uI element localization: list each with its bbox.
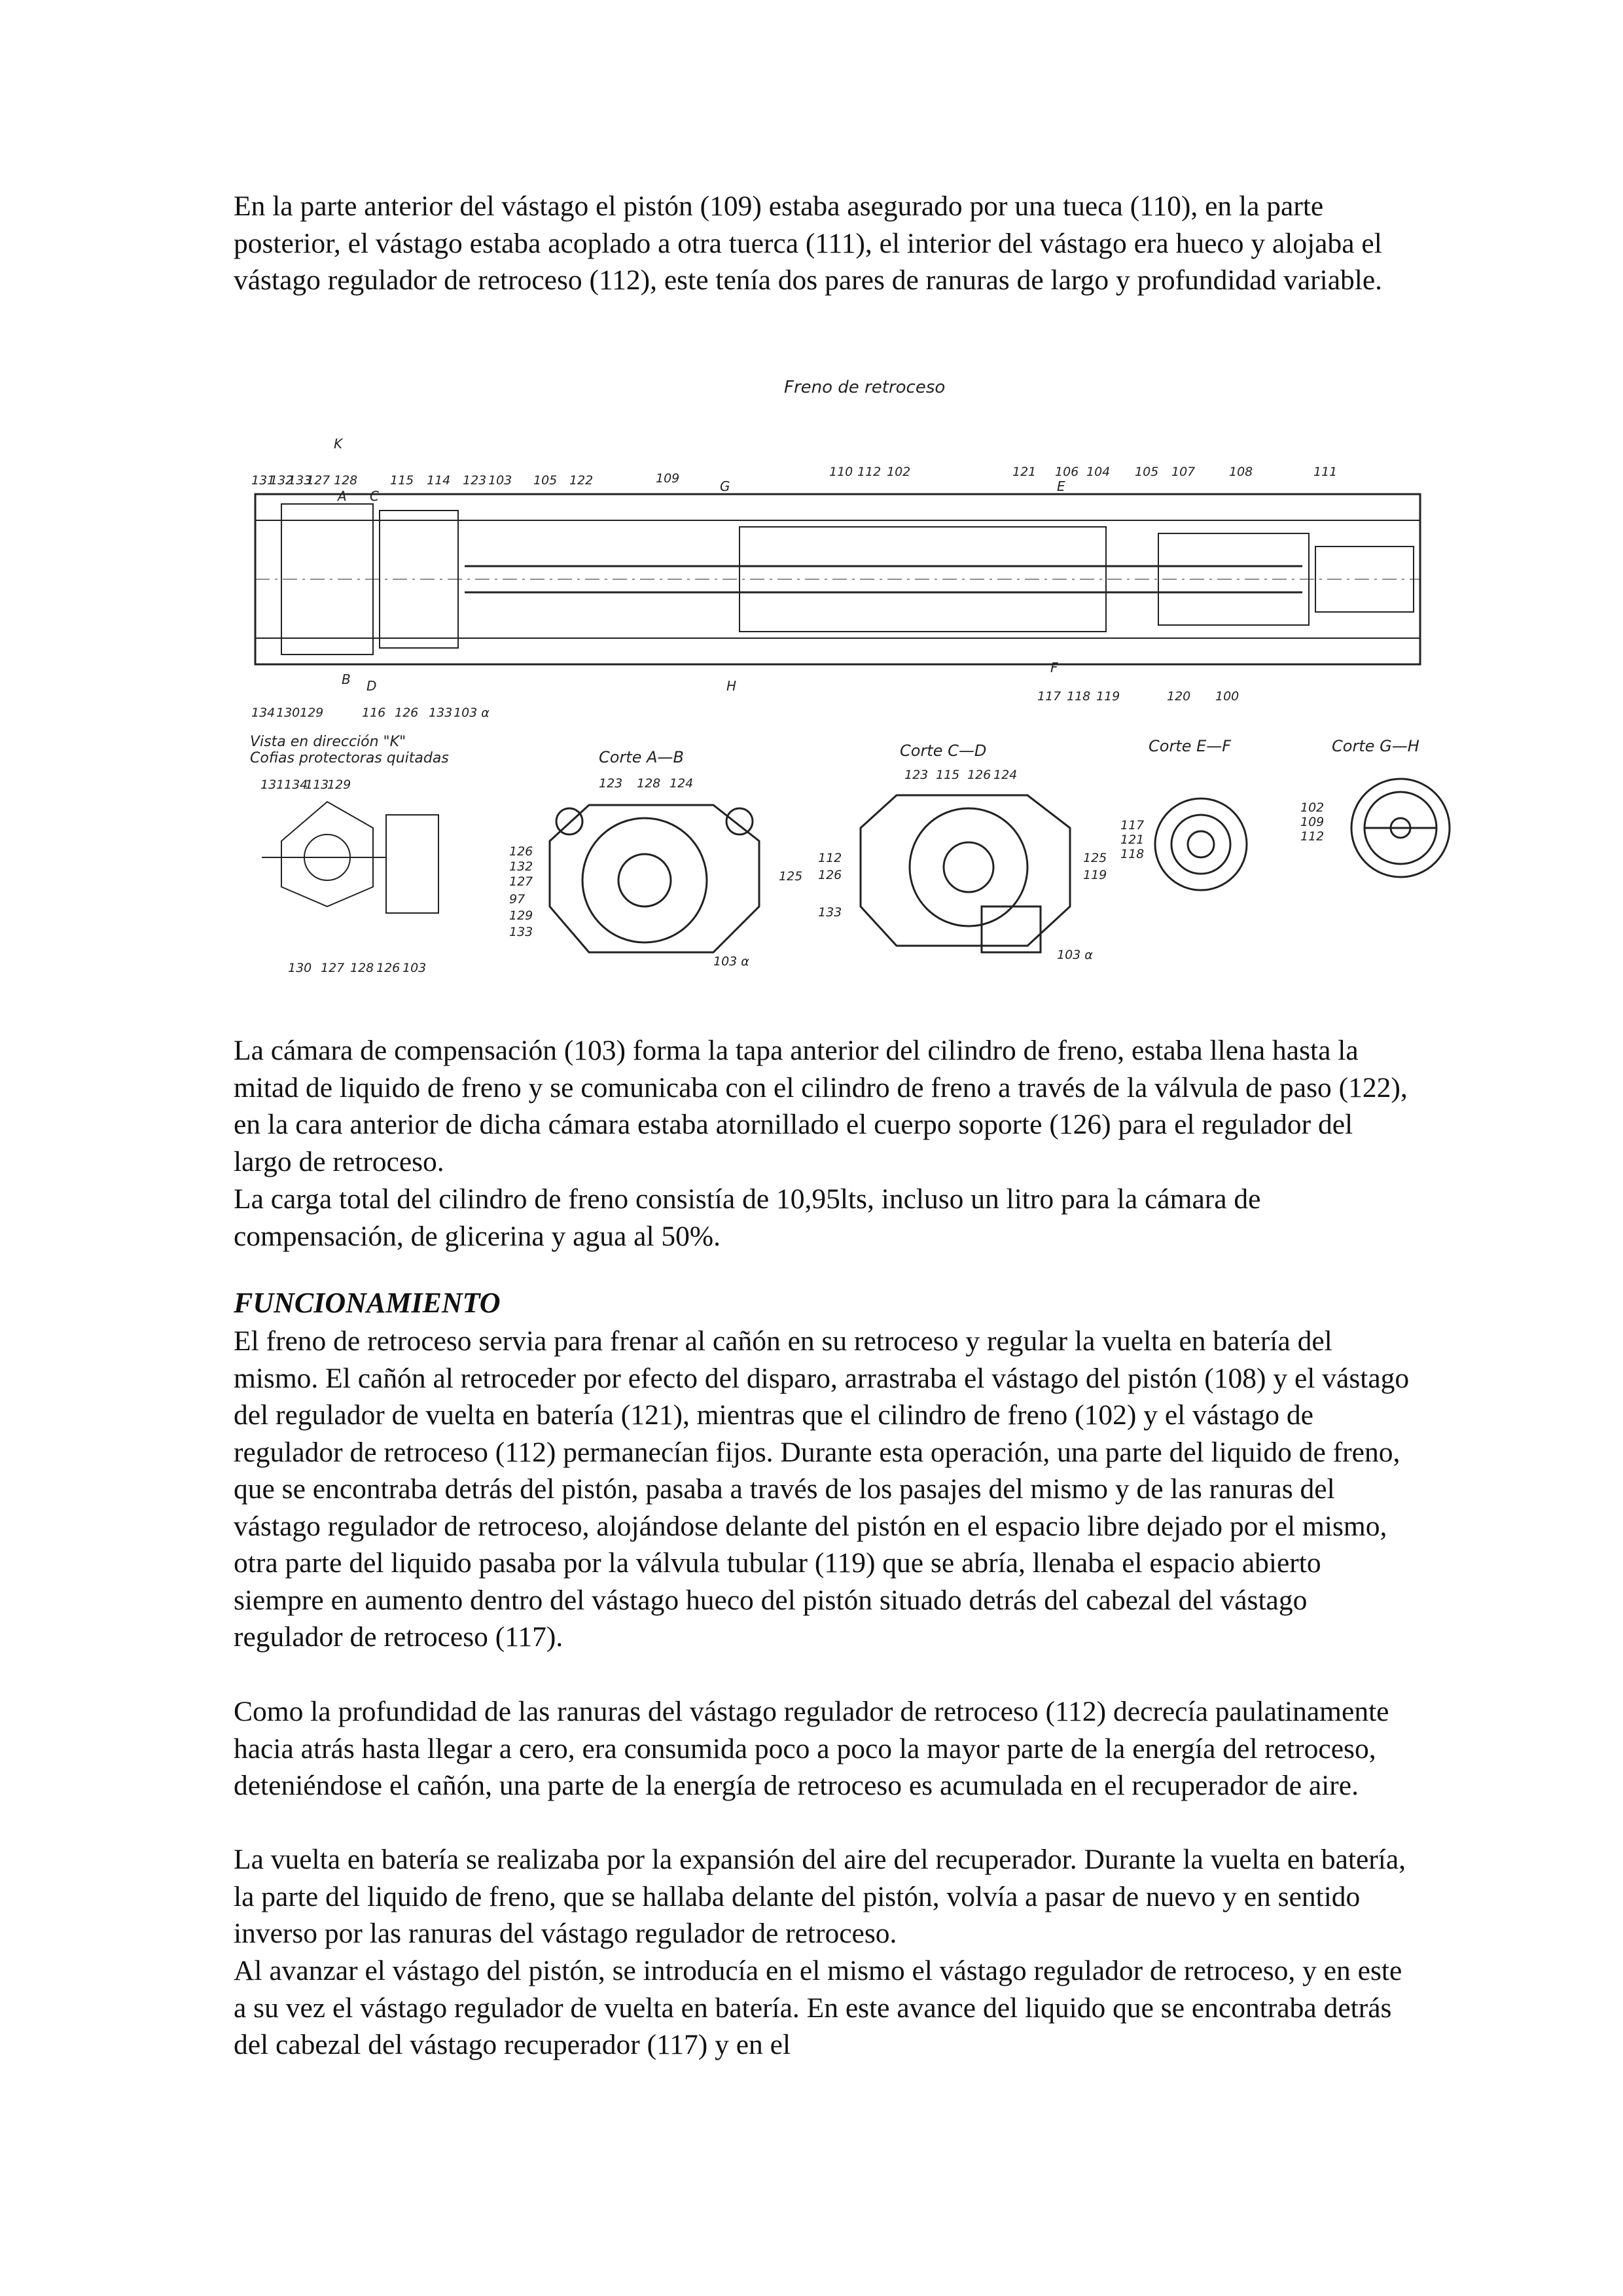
- callout: 115: [936, 768, 960, 782]
- callout: 123: [599, 776, 623, 791]
- section-ab: [509, 748, 802, 969]
- callout: 103 α: [713, 954, 749, 969]
- callout: 97: [509, 892, 526, 906]
- callout: 133: [429, 706, 453, 720]
- callout: 105: [1135, 465, 1159, 479]
- letter-b: B: [342, 672, 351, 687]
- callout: 132: [270, 473, 294, 488]
- callout: 133: [288, 473, 312, 488]
- callout: 109: [656, 471, 680, 486]
- callout: 110: [829, 465, 853, 479]
- callout: 129: [300, 706, 324, 720]
- callout: 123: [463, 473, 487, 488]
- section-cd-title: Corte C—D: [900, 742, 987, 760]
- callout: 131: [260, 778, 285, 792]
- callout: 120: [1167, 689, 1191, 704]
- callout: 127: [306, 473, 330, 488]
- callout: 129: [509, 908, 533, 923]
- callout: 111: [1313, 465, 1338, 479]
- callout: 128: [637, 776, 661, 791]
- figure-title: Freno de retroceso: [784, 378, 946, 397]
- callout: 103 α: [1057, 948, 1093, 962]
- paragraph-intro: En la parte anterior del vástago el pistón (109) estaba asegurado por una tueca (110), en la parte posterior, el vástago estaba acoplado a otra tuerca (111), el interior del vástago era hueco y alojaba el vástago regulador de retroceso (112), este tenía dos pares de ranuras de largo y profundidad variable.: [234, 190, 1383, 296]
- callout: 109: [1300, 815, 1325, 829]
- view-k: [250, 734, 449, 975]
- callout: 107: [1171, 465, 1196, 479]
- callout: 132: [509, 859, 533, 874]
- section-heading: FUNCIONAMIENTO: [234, 1287, 501, 1319]
- callout: 103: [402, 961, 427, 975]
- letter-e: E: [1057, 478, 1065, 494]
- callout: 126: [967, 768, 991, 782]
- callout: 117: [1120, 818, 1145, 833]
- callout: 100: [1215, 689, 1240, 704]
- cylinder-section: [255, 494, 1420, 664]
- letter-d: D: [366, 678, 377, 694]
- callout: 123: [904, 768, 929, 782]
- callout: 118: [1120, 847, 1145, 861]
- callout: 118: [1067, 689, 1091, 704]
- callout: 117: [1037, 689, 1061, 704]
- callout: 115: [390, 473, 414, 488]
- section-ab-title: Corte A—B: [599, 748, 684, 766]
- paragraph-total-charge: La carga total del cilindro de freno consistía de 10,95lts, incluso un litro para la cámara de compensación, de glicerina y agua al 50%.: [234, 1183, 1261, 1252]
- section-ef-title: Corte E—F: [1149, 737, 1232, 755]
- callout: 128: [350, 961, 374, 975]
- callout: 125: [1083, 851, 1107, 865]
- callout: 116: [362, 706, 386, 720]
- callout: 104: [1086, 465, 1111, 479]
- callout: 133: [818, 905, 842, 920]
- paragraph-return: La vuelta en batería se realizaba por la expansión del aire del recuperador. Durante la vuelta en batería, la parte del liquido de freno, que se hallaba delante del pistón, volvía a pasar de nuevo y en sentido inverso por las ranuras del vástago regulador de retroceso.: [234, 1844, 1406, 1949]
- callout: 128: [334, 473, 358, 488]
- letter-k: K: [334, 436, 343, 452]
- callout: 124: [669, 776, 694, 791]
- callout: 134: [284, 778, 308, 792]
- callout: 112: [857, 465, 882, 479]
- callout: 102: [1300, 800, 1325, 815]
- callout: 106: [1055, 465, 1079, 479]
- letter-a: A: [338, 488, 347, 504]
- callout: 125: [779, 869, 803, 884]
- view-caption-1: Vista en dirección "K": [250, 734, 406, 750]
- callout: 103: [488, 473, 512, 488]
- callout: 131: [251, 473, 276, 488]
- section-cd: [818, 742, 1107, 962]
- callout: 126: [376, 961, 401, 975]
- bottom-callouts: [251, 689, 1239, 720]
- callout: 102: [887, 465, 911, 479]
- callout: 103 α: [454, 706, 490, 720]
- callout: 112: [818, 851, 842, 865]
- callout: 119: [1083, 868, 1107, 882]
- callout: 105: [533, 473, 558, 488]
- paragraph-compensation-chamber: La cámara de compensación (103) forma la tapa anterior del cilindro de freno, estaba llena hasta la mitad de liquido de freno y se comunicaba con el cilindro de freno a través de la válvula de paso (122), en la cara anterior de dicha cámara estaba atornillado el cuerpo soporte (126) para el regulador del largo de retroceso.: [234, 1035, 1408, 1177]
- paragraph-function: El freno de retroceso servia para frenar al cañón en su retroceso y regular la vuelta en batería del mismo. El cañón al retroceder por efecto del disparo, arrastraba el vástago del pistón (108) y el vástago del regulador de vuelta en batería (121), mientras que el cilindro de freno (102) y el vástago de regulador de retroceso (112) permanecían fijos. Durante esta operación, una parte del liquido de freno, que se encontraba detrás del pistón, pasaba a través de los pasajes del mismo y de las ranuras del vástago regulador de retroceso, alojándose delante del pistón en el espacio libre dejado por el mismo, otra parte del liquido pasaba por la válvula tubular (119) que se abría, llenaba el espacio abierto siempre en aumento dentro del vástago hueco del pistón situado detrás del cabezal del vástago regulador de retroceso (117).: [234, 1325, 1410, 1653]
- callout: 121: [1012, 465, 1037, 479]
- letter-h: H: [726, 678, 737, 694]
- section-gh: [1300, 737, 1450, 877]
- callout: 119: [1096, 689, 1120, 704]
- callout: 126: [509, 844, 533, 859]
- top-callouts: [251, 465, 1337, 488]
- letter-g: G: [720, 478, 730, 494]
- callout: 121: [1120, 833, 1145, 847]
- paragraph-grooves: Como la profundidad de las ranuras del vástago regulador de retroceso (112) decrecía paulatinamente hacia atrás hasta llegar a cero, era consumida poco a poco la mayor parte de la energía del retroceso, deteniéndose el cañón, una parte de la energía de retroceso es acumulada en el recuperador de aire.: [234, 1696, 1389, 1801]
- callout: 130: [276, 706, 300, 720]
- section-ef: [1120, 737, 1247, 890]
- callout: 122: [569, 473, 594, 488]
- callout: 130: [288, 961, 312, 975]
- callout: 114: [427, 473, 451, 488]
- view-caption-2: Cofias protectoras quitadas: [250, 750, 449, 766]
- paragraph-advance: Al avanzar el vástago del pistón, se introducía en el mismo el vástago regulador de retroceso, y en este a su vez el vástago regulador de vuelta en batería. En este avance del liquido que se encontraba detrás del cabezal del vástago recuperador (117) y en el: [234, 1955, 1402, 2060]
- letter-c: C: [370, 488, 379, 504]
- callout: 127: [509, 874, 533, 889]
- letter-f: F: [1050, 660, 1058, 675]
- callout: 112: [1300, 829, 1325, 844]
- callout: 133: [509, 925, 533, 939]
- callout: 126: [818, 868, 842, 882]
- section-gh-title: Corte G—H: [1332, 737, 1419, 755]
- callout: 129: [327, 778, 351, 792]
- callout: 124: [993, 768, 1018, 782]
- callout: 126: [395, 706, 419, 720]
- callout: 108: [1229, 465, 1253, 479]
- callout: 127: [321, 961, 345, 975]
- callout: 113: [305, 778, 329, 792]
- brake-diagram: [242, 370, 1453, 998]
- callout: 134: [251, 706, 276, 720]
